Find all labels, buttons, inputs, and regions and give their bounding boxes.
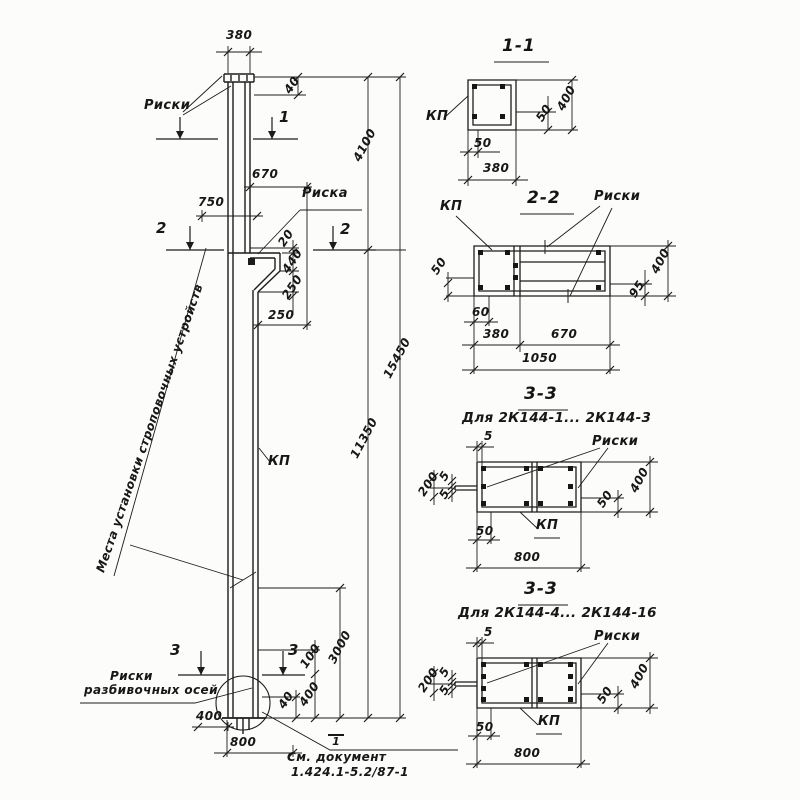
section-3-3b-title: 3-3 bbox=[524, 579, 558, 599]
section-3-3a-rebar bbox=[481, 466, 573, 506]
section-3-3a-outline bbox=[455, 462, 581, 512]
dim-2-2-1050: 1050 bbox=[522, 351, 557, 365]
dim-3-3b-800: 800 bbox=[514, 746, 541, 760]
dim-750: 750 bbox=[198, 195, 225, 209]
dim-2-2-95: 95 bbox=[626, 277, 648, 301]
riski-top-label: Риски bbox=[144, 98, 191, 113]
kp-label-3-3a: КП bbox=[536, 518, 559, 533]
section-1-1-rebar bbox=[472, 84, 505, 119]
section-3-3a-subtitle: Для 2К144-1... 2К144-3 bbox=[462, 410, 652, 426]
dim-15450: 15450 bbox=[380, 335, 414, 381]
section-mark-2-right: 2 bbox=[340, 220, 351, 238]
dim-3-3a-800: 800 bbox=[514, 550, 541, 564]
dim-top-width: 380 bbox=[226, 28, 253, 42]
elevation-ticks bbox=[194, 48, 404, 757]
dim-3-3a-50r: 50 bbox=[594, 487, 616, 511]
section-3-3b-outline bbox=[455, 658, 581, 708]
note-line2: 1.424.1-5.2/87-1 bbox=[291, 765, 409, 779]
kp-label-2-2: КП bbox=[440, 199, 463, 214]
kp-label-3-3b: КП bbox=[538, 714, 561, 729]
dim-2-2-400: 400 bbox=[647, 246, 673, 276]
riski-axes-label-1: Риски bbox=[110, 669, 153, 683]
riski-axes-label-2: разбивочных осей bbox=[84, 683, 218, 697]
dim-2-2-60: 60 bbox=[472, 305, 490, 319]
dim-3-3a-5t: 5 bbox=[484, 429, 493, 443]
dim-1-1-50b: 50 bbox=[474, 136, 492, 150]
dim-11350: 11350 bbox=[347, 415, 381, 461]
dim-3-3a-400: 400 bbox=[626, 465, 652, 495]
section-3-3b-subtitle: Для 2К144-4... 2К144-16 bbox=[458, 605, 657, 621]
dim-1-1-380: 380 bbox=[483, 161, 510, 175]
dim-console-250v: 250 bbox=[278, 272, 306, 302]
dim-670: 670 bbox=[252, 167, 279, 181]
dim-3000: 3000 bbox=[325, 628, 354, 666]
dim-base-800: 800 bbox=[230, 735, 257, 749]
dim-1-1-50r: 50 bbox=[533, 101, 555, 125]
dim-3-3a-50b: 50 bbox=[476, 524, 494, 538]
kp-elevation-label: КП bbox=[268, 454, 291, 469]
dim-console-440: 440 bbox=[278, 246, 306, 276]
dim-3-3b-50r: 50 bbox=[594, 683, 616, 707]
dim-console-250h: 250 bbox=[268, 308, 295, 322]
section-mark-3-right: 3 bbox=[288, 641, 299, 659]
note-ref-mark: 1 bbox=[328, 734, 344, 748]
dim-3-3b-200: 200 bbox=[414, 665, 442, 695]
dim-3-3b-5t: 5 bbox=[484, 625, 493, 639]
dim-base-400: 400 bbox=[196, 709, 223, 723]
riski-label-2-2: Риски bbox=[594, 189, 641, 204]
riska-label: Риска bbox=[302, 186, 348, 201]
riski-label-3-3a: Риски bbox=[592, 434, 639, 449]
dim-2-2-670: 670 bbox=[551, 327, 578, 341]
riski-label-3-3b: Риски bbox=[594, 629, 641, 644]
section-2-2-title: 2-2 bbox=[527, 188, 561, 208]
elevation-dim-lines bbox=[80, 46, 458, 757]
strop-places-label: Места установки строповочных устройств bbox=[93, 282, 206, 575]
flag-arrowheads bbox=[176, 131, 337, 675]
dim-2-2-50l: 50 bbox=[428, 254, 450, 278]
dim-3-3b-50b: 50 bbox=[476, 720, 494, 734]
dim-3-3a-5b: 5 bbox=[436, 486, 453, 502]
note-line1: См. документ bbox=[287, 750, 387, 764]
section-mark-3-left: 3 bbox=[170, 641, 181, 659]
dim-top-40: 40 bbox=[281, 73, 303, 97]
dim-base-400v: 400 bbox=[295, 679, 323, 709]
section-3-3b-rebar bbox=[481, 662, 573, 702]
strop-anchor-mark bbox=[248, 258, 255, 265]
dim-100: 100 bbox=[296, 641, 324, 671]
dim-2-2-380: 380 bbox=[483, 327, 510, 341]
dim-console-20: 20 bbox=[275, 226, 297, 250]
dim-3-3a-200: 200 bbox=[414, 469, 442, 499]
dim-3-3b-5a: 5 bbox=[436, 664, 453, 680]
kp-label-1-1: КП bbox=[426, 109, 449, 124]
section-mark-2-left: 2 bbox=[156, 219, 167, 237]
dim-3-3b-400: 400 bbox=[626, 661, 652, 691]
section-2-2-outline bbox=[474, 240, 610, 303]
dim-base-40: 40 bbox=[275, 688, 297, 712]
section-3-3a-title: 3-3 bbox=[524, 384, 558, 404]
dim-4100: 4100 bbox=[350, 126, 379, 164]
dim-1-1-400: 400 bbox=[553, 83, 579, 113]
section-mark-1: 1 bbox=[279, 108, 290, 126]
section-1-1-title: 1-1 bbox=[502, 36, 536, 56]
dim-3-3b-5b: 5 bbox=[436, 682, 453, 698]
dim-3-3a-5a: 5 bbox=[436, 468, 453, 484]
